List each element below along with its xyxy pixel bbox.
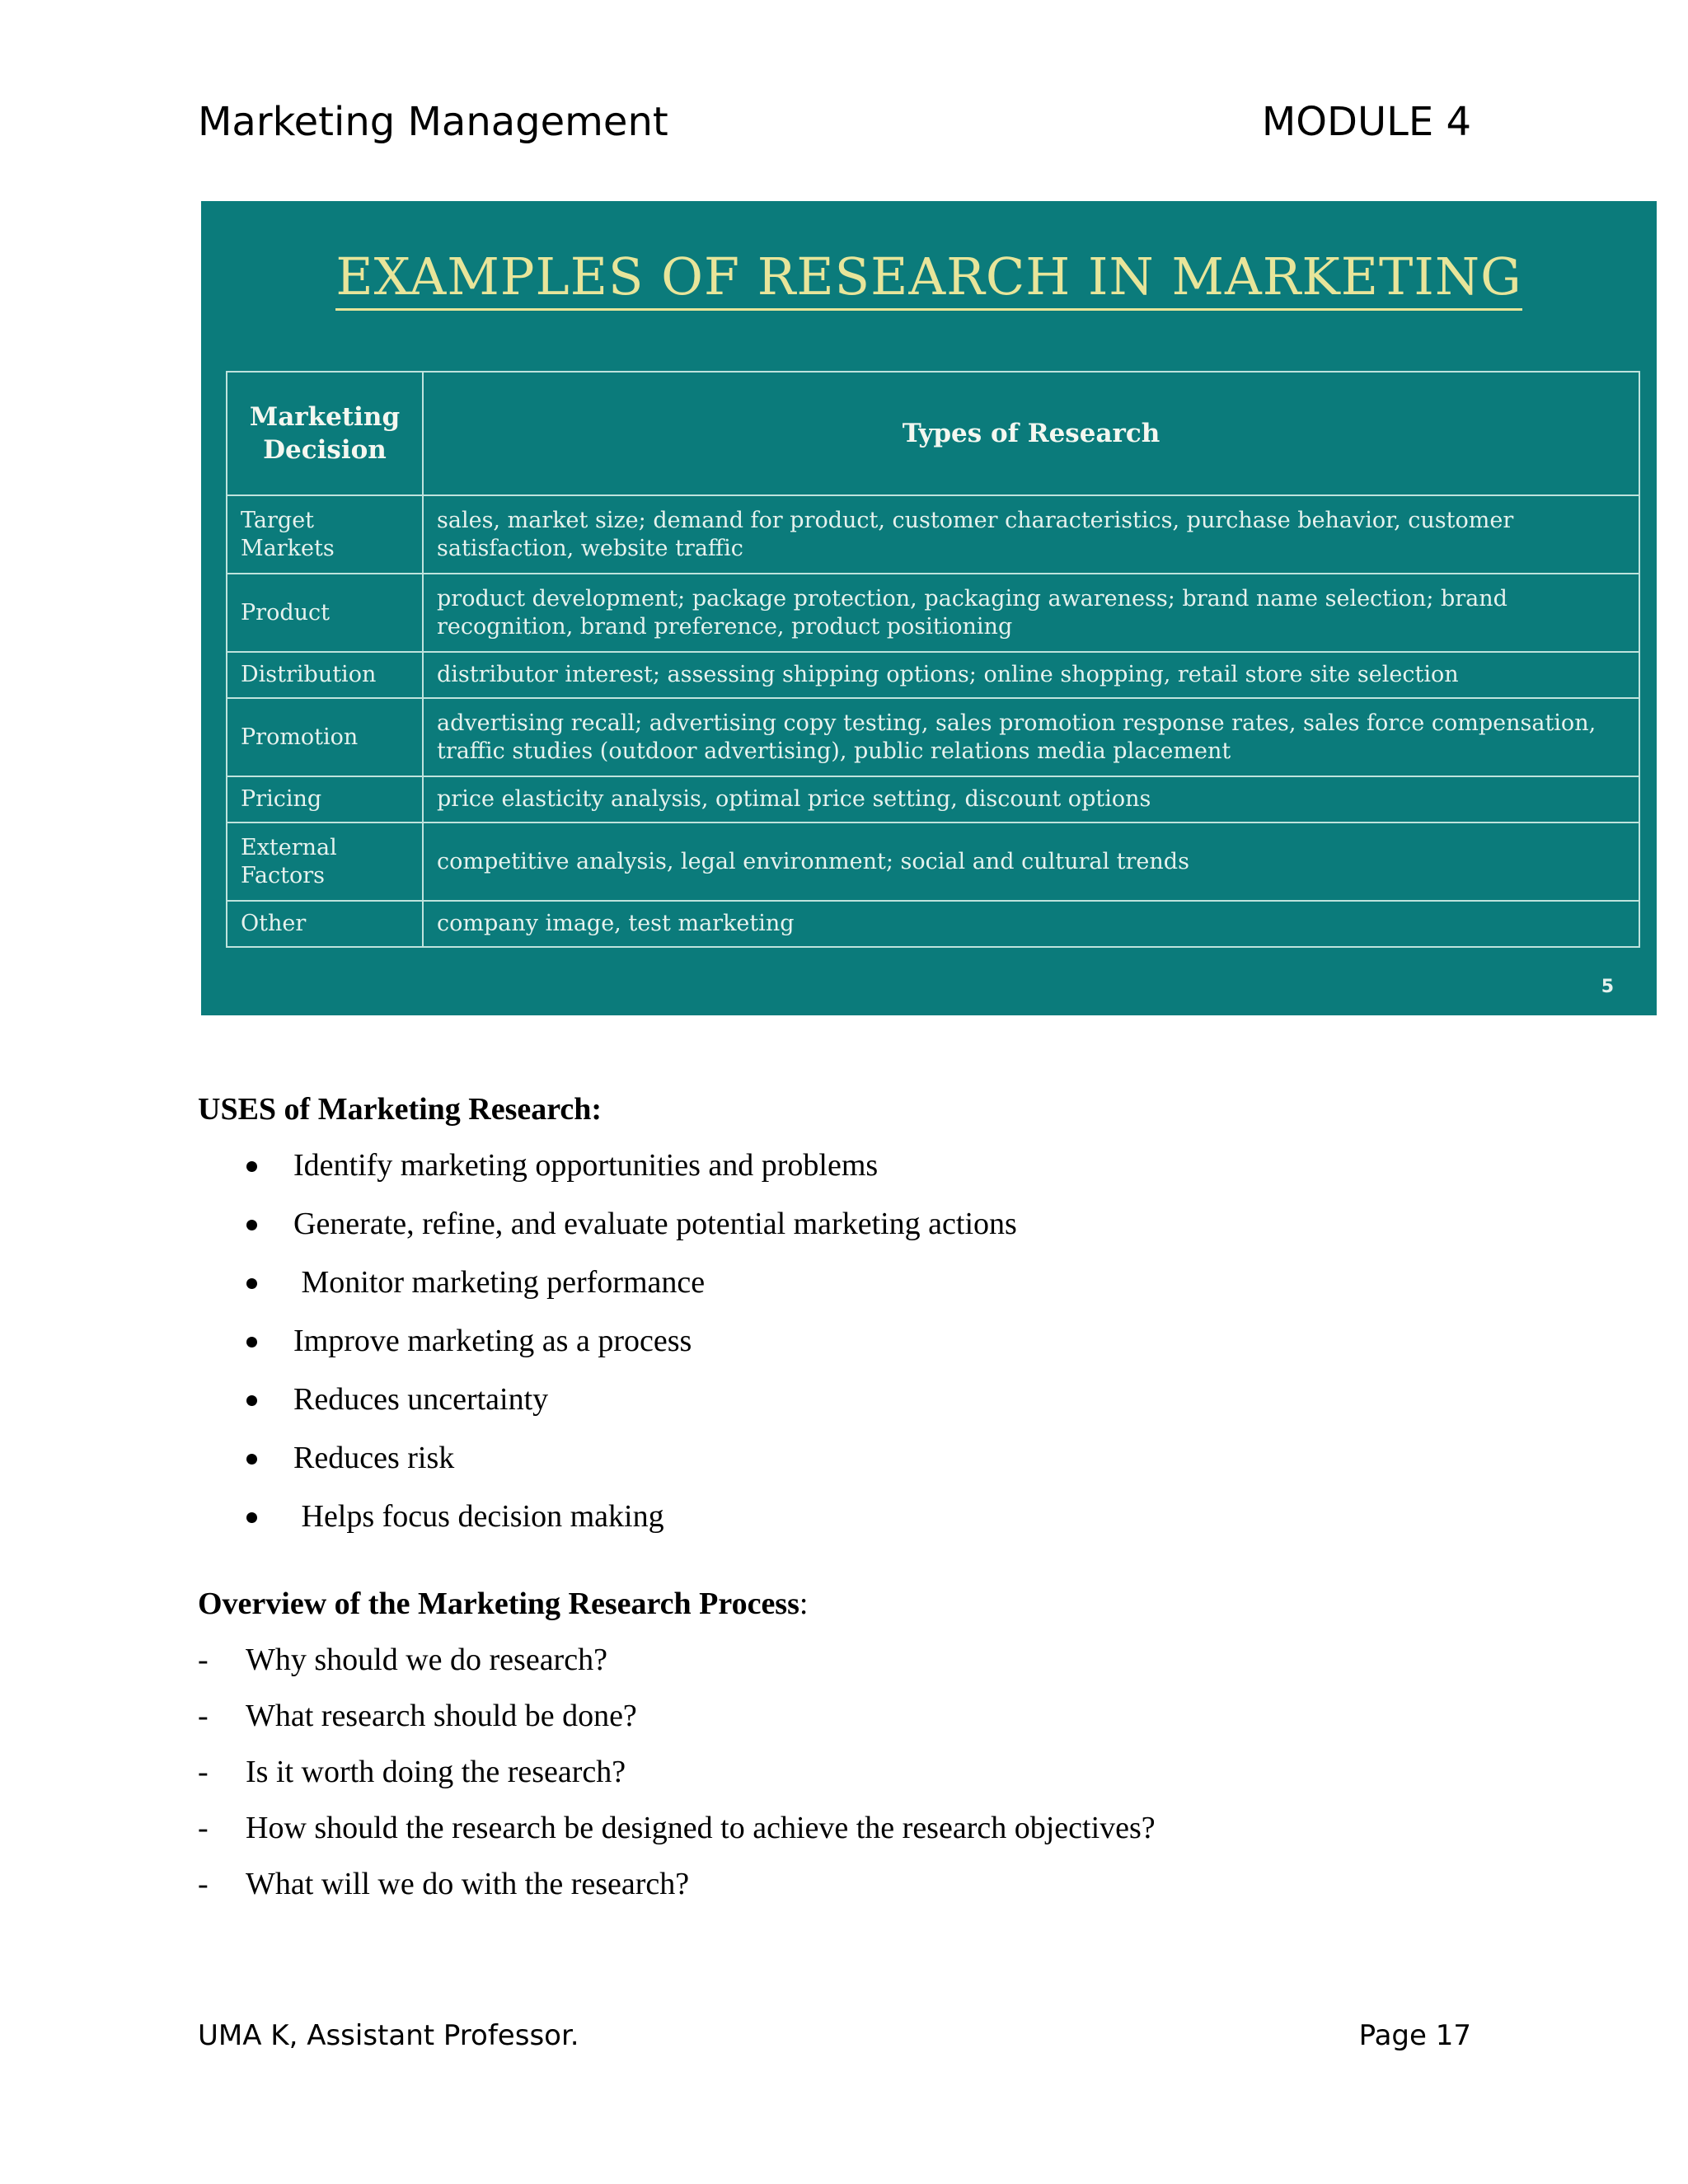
table-row	[227, 495, 1639, 574]
slide-number: 5	[1601, 977, 1614, 997]
overview-heading: Overview of the Marketing Research Process:	[198, 1586, 809, 1621]
bullet-icon	[246, 1337, 257, 1347]
header-module: MODULE 4	[1261, 99, 1471, 145]
column-header-types: Types of Research	[423, 372, 1639, 495]
decision-cell: External Factors	[227, 823, 423, 901]
decision-cell: Promotion	[227, 698, 423, 776]
table-header-row	[227, 372, 1639, 495]
table-row	[227, 776, 1639, 823]
slide-image	[201, 201, 1657, 1015]
table-row	[227, 901, 1639, 947]
decision-cell: Distribution	[227, 652, 423, 698]
decision-cell: Other	[227, 901, 423, 947]
types-cell: company image, test marketing	[423, 901, 1639, 947]
bullet-icon	[246, 1220, 257, 1230]
types-cell: advertising recall; advertising copy testing, sales promotion response rates, sales force compensation, traffic studies (outdoor advertising), public relations media placement	[423, 698, 1639, 776]
bullet-icon	[246, 1161, 257, 1172]
decision-cell: Pricing	[227, 776, 423, 823]
types-cell: competitive analysis, legal environment; social and cultural trends	[423, 823, 1639, 901]
list-item: - Why should we do research?	[198, 1643, 607, 1677]
bullet-icon	[246, 1395, 257, 1406]
types-cell: distributor interest; assessing shipping options; online shopping, retail store site selection	[423, 652, 1639, 698]
list-item: Reduces risk	[198, 1438, 1017, 1497]
decision-cell: Target Markets	[227, 495, 423, 574]
bullet-icon	[246, 1278, 257, 1289]
page-footer	[198, 2018, 1471, 2054]
list-item: Helps focus decision making	[198, 1497, 1017, 1555]
list-item: Identify marketing opportunities and problems	[198, 1146, 1017, 1204]
page-header	[198, 97, 1471, 147]
bullet-icon	[246, 1454, 257, 1465]
slide-title: EXAMPLES OF RESEARCH IN MARKETING	[201, 244, 1657, 310]
table-row	[227, 574, 1639, 652]
list-item: - How should the research be designed to achieve the research objectives?	[198, 1811, 1156, 1845]
column-header-decision: Marketing Decision	[227, 372, 423, 495]
list-item: - Is it worth doing the research?	[198, 1755, 626, 1789]
header-title: Marketing Management	[198, 99, 668, 145]
list-item: Improve marketing as a process	[198, 1321, 1017, 1380]
bullet-icon	[246, 1512, 257, 1523]
list-item: - What research should be done?	[198, 1699, 637, 1733]
footer-page-number: Page 17	[1358, 2019, 1471, 2052]
types-cell: price elasticity analysis, optimal price setting, discount options	[423, 776, 1639, 823]
overview-list	[198, 1640, 1156, 1920]
uses-heading: USES of Marketing Research:	[198, 1092, 603, 1127]
list-item: - What will we do with the research?	[198, 1867, 690, 1901]
table-row	[227, 823, 1639, 901]
research-table	[226, 371, 1640, 948]
decision-cell: Product	[227, 574, 423, 652]
footer-author: UMA K, Assistant Professor.	[198, 2019, 579, 2052]
list-item: Generate, refine, and evaluate potential marketing actions	[198, 1204, 1017, 1263]
types-cell: product development; package protection, packaging awareness; brand name selection; brand recognition, brand preference, product positioning	[423, 574, 1639, 652]
list-item: Reduces uncertainty	[198, 1380, 1017, 1438]
table-row	[227, 698, 1639, 776]
table-row	[227, 652, 1639, 698]
list-item: Monitor marketing performance	[198, 1263, 1017, 1321]
types-cell: sales, market size; demand for product, customer characteristics, purchase behavior, customer satisfaction, website traffic	[423, 495, 1639, 574]
uses-list	[198, 1146, 1017, 1555]
